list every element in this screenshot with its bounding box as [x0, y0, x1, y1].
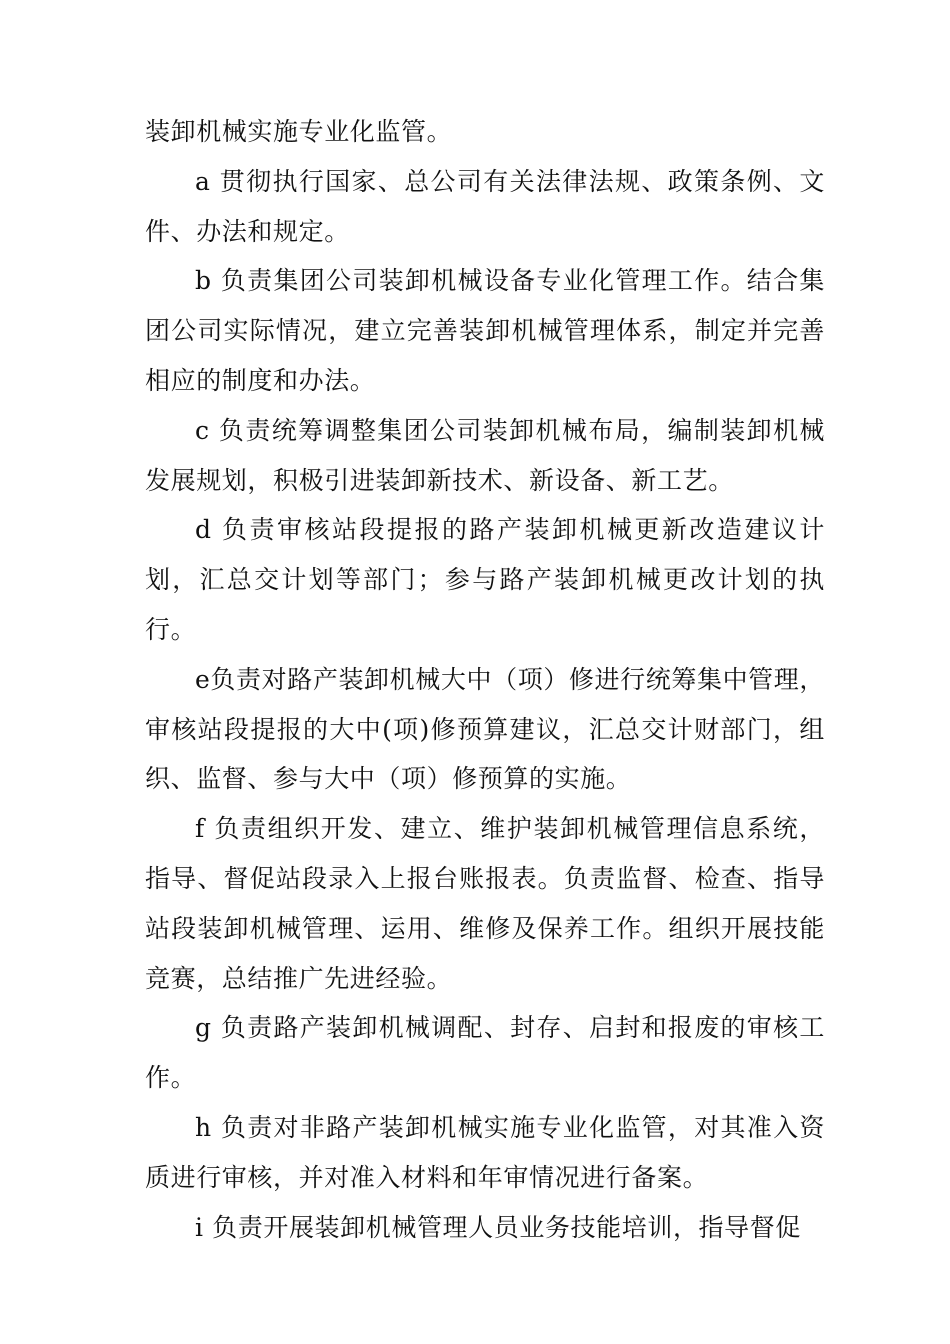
- paragraph-item-e: e负责对路产装卸机械大中（项）修进行统筹集中管理，审核站段提报的大中(项)修预算建议，汇总交计财部门，组织、监督、参与大中（项）修预算的实施。: [145, 664, 825, 794]
- paragraph-item-d: d 负责审核站段提报的路产装卸机械更新改造建议计划，汇总交计划等部门；参与路产装卸机械更改计划的执行。: [145, 515, 825, 644]
- paragraph-item-h: h 负责对非路产装卸机械实施专业化监管，对其准入资质进行审核，并对准入材料和年审情况进行备案。: [145, 1112, 825, 1192]
- paragraph-item-g: g 负责路产装卸机械调配、封存、启封和报废的审核工作。: [145, 1013, 825, 1093]
- paragraph-item-a: a 贯彻执行国家、总公司有关法律法规、政策条例、文件、办法和规定。: [145, 166, 825, 246]
- paragraph-item-i: i 负责开展装卸机械管理人员业务技能培训，指导督促: [195, 1212, 801, 1242]
- paragraph-item-c: c 负责统筹调整集团公司装卸机械布局，编制装卸机械发展规划，积极引进装卸新技术、新设备、新工艺。: [145, 415, 825, 495]
- paragraph-continuation: 装卸机械实施专业化监管。: [145, 117, 453, 146]
- paragraph-item-f: f 负责组织开发、建立、维护装卸机械管理信息系统，指导、督促站段录入上报台账报表。负责监督、检查、指导站段装卸机械管理、运用、维修及保养工作。组织开展技能竞赛，总结推广先进经验。: [145, 814, 825, 993]
- paragraph-item-b: b 负责集团公司装卸机械设备专业化管理工作。结合集团公司实际情况，建立完善装卸机械管理体系，制定并完善相应的制度和办法。: [145, 266, 825, 395]
- document-body: [145, 107, 825, 1252]
